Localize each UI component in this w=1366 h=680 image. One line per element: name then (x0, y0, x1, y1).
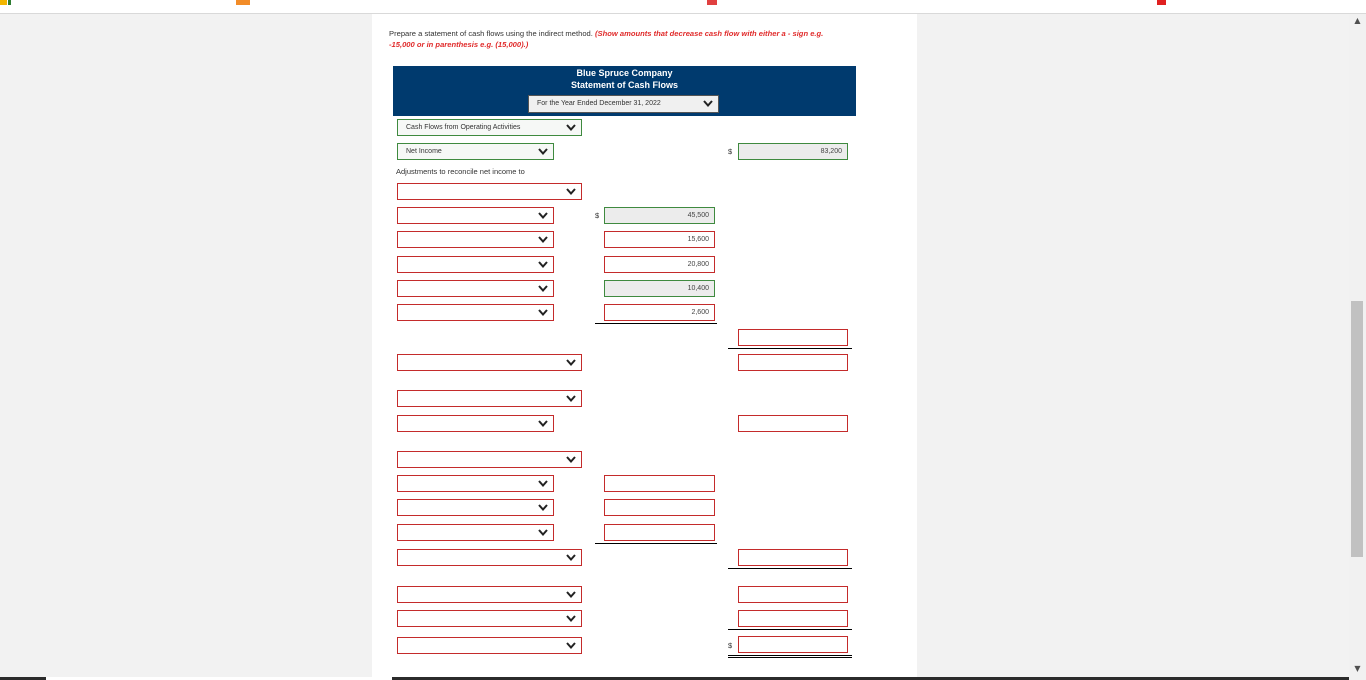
adjustment-amount[interactable]: 2,600 (604, 304, 715, 321)
scroll-up-icon[interactable]: ▲ (1354, 16, 1361, 25)
beginning-cash-select[interactable] (397, 610, 582, 627)
chevron-down-icon (565, 639, 577, 652)
company-name: Blue Spruce Company (576, 68, 673, 78)
browser-toolbar-strip (0, 0, 1366, 14)
adjustment-select[interactable] (397, 231, 554, 248)
chevron-down-icon (537, 417, 549, 430)
chevron-down-icon (565, 551, 577, 564)
total-double-rule (728, 655, 852, 658)
period-select[interactable] (528, 95, 719, 113)
financing-select[interactable] (397, 499, 554, 516)
scrollbar-thumb[interactable] (1351, 301, 1363, 557)
adjustment-amount[interactable]: 20,800 (604, 256, 715, 273)
chevron-down-icon (565, 612, 577, 625)
scroll-down-icon[interactable]: ▼ (1354, 664, 1361, 673)
chevron-down-icon (565, 121, 577, 134)
section-select-value: Cash Flows from Operating Activities (406, 124, 521, 131)
adjustment-select[interactable] (397, 304, 554, 321)
chevron-down-icon (537, 145, 549, 158)
subtotal-rule (728, 629, 852, 630)
net-income-amount[interactable]: 83,200 (738, 143, 848, 160)
period-select-value: For the Year Ended December 31, 2022 (537, 100, 661, 107)
subtotal-rule (595, 323, 717, 324)
adjustment-select[interactable] (397, 280, 554, 297)
adjustment-amount[interactable]: 15,600 (604, 231, 715, 248)
net-change-select[interactable] (397, 586, 582, 603)
chevron-down-icon (565, 356, 577, 369)
net-income-select[interactable] (397, 143, 554, 160)
total-adjustments-amount[interactable] (738, 329, 848, 346)
ending-cash-amount[interactable] (738, 636, 848, 653)
right-gutter (917, 14, 1349, 677)
net-change-amount[interactable] (738, 586, 848, 603)
section-select-operating[interactable] (397, 119, 582, 136)
chevron-down-icon (537, 306, 549, 319)
section-select-financing[interactable] (397, 451, 582, 468)
adjustment-heading-select[interactable] (397, 183, 582, 200)
adjustment-select[interactable] (397, 256, 554, 273)
chevron-down-icon (537, 258, 549, 271)
chevron-down-icon (565, 392, 577, 405)
extension-icon-fragment (236, 0, 250, 5)
chevron-down-icon (537, 233, 549, 246)
instruction-note-cont: -15,000 or in parenthesis e.g. (15,000).) (389, 40, 529, 49)
currency-symbol: $ (595, 211, 600, 220)
currency-symbol: $ (728, 641, 733, 650)
vertical-scrollbar[interactable] (1349, 14, 1366, 680)
subtotal-rule (595, 543, 717, 544)
statement-title: Statement of Cash Flows (570, 80, 678, 90)
financing-amount[interactable] (604, 475, 715, 492)
left-gutter (0, 14, 372, 677)
investing-select[interactable] (397, 415, 554, 432)
chevron-down-icon (537, 526, 549, 539)
chevron-down-icon (702, 97, 714, 110)
chevron-down-icon (537, 209, 549, 222)
financing-amount[interactable] (604, 524, 715, 541)
financing-net-select[interactable] (397, 549, 582, 566)
subtotal-rule (728, 568, 852, 569)
chevron-down-icon (565, 588, 577, 601)
ending-cash-select[interactable] (397, 637, 582, 654)
chevron-down-icon (537, 501, 549, 514)
chevron-down-icon (537, 282, 549, 295)
chevron-down-icon (537, 477, 549, 490)
investing-amount[interactable] (738, 415, 848, 432)
subtotal-select[interactable] (397, 354, 582, 371)
chevron-down-icon (565, 185, 577, 198)
adjustment-amount[interactable]: 45,500 (604, 207, 715, 224)
subtotal-rule (728, 348, 852, 349)
net-income-select-value: Net Income (406, 148, 442, 155)
chevron-down-icon (565, 453, 577, 466)
adjustment-amount[interactable]: 10,400 (604, 280, 715, 297)
operating-net-amount[interactable] (738, 354, 848, 371)
financing-net-amount[interactable] (738, 549, 848, 566)
star-icon[interactable] (1157, 0, 1166, 5)
financing-select[interactable] (397, 475, 554, 492)
app-icon-fragment (0, 0, 7, 5)
app-icon-fragment (8, 0, 11, 5)
extension-icon-fragment (707, 0, 717, 5)
financing-amount[interactable] (604, 499, 715, 516)
adjustments-label: Adjustments to reconcile net income to (396, 167, 525, 176)
instruction-text: Prepare a statement of cash flows using the indirect method. (389, 29, 593, 38)
financing-select[interactable] (397, 524, 554, 541)
currency-symbol: $ (728, 147, 733, 156)
instruction-note: (Show amounts that decrease cash flow with either a - sign e.g. (595, 29, 824, 38)
section-select-investing[interactable] (397, 390, 582, 407)
adjustment-select[interactable] (397, 207, 554, 224)
beginning-cash-amount[interactable] (738, 610, 848, 627)
instructions (389, 28, 889, 50)
